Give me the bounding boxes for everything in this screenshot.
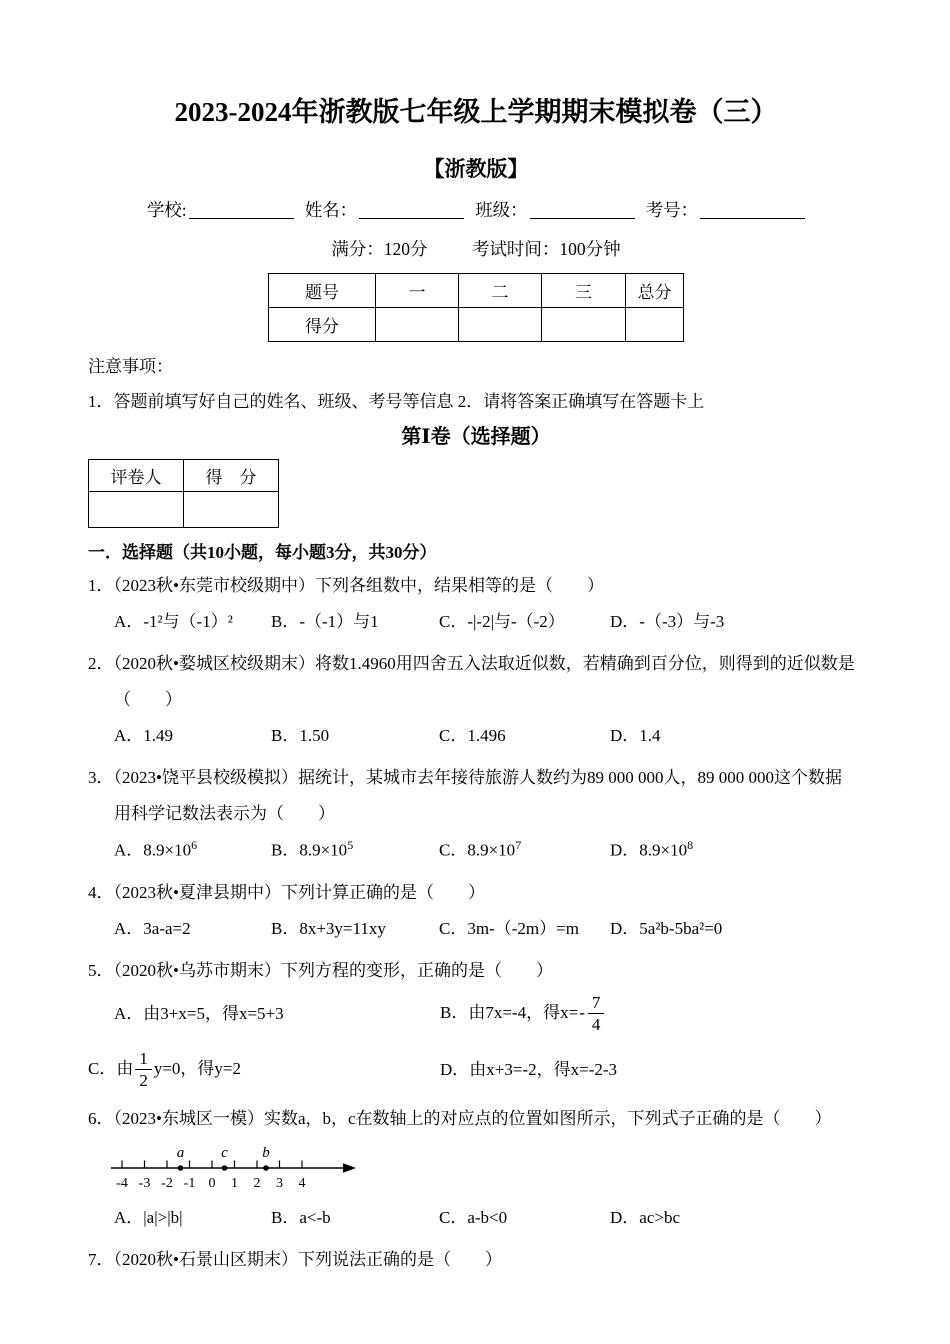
q3-option-c-exponent: 7	[515, 838, 522, 852]
question-3-text-line2: 用科学记数法表示为（ ）	[114, 804, 335, 823]
question-6	[88, 1102, 864, 1235]
score-cell-empty	[376, 308, 459, 342]
question-5-text: 5．（2020秋•乌苏市期末）下列方程的变形，正确的是（ ）	[88, 960, 553, 980]
tick-label: -3	[138, 1175, 151, 1191]
fraction-denominator: 2	[139, 1071, 148, 1091]
fraction-denominator: 4	[591, 1015, 601, 1035]
part1-heading: 一．选择题（共10小题，每小题3分，共30分）	[88, 543, 437, 562]
question-3-options	[114, 833, 864, 868]
tick-label: -4	[116, 1175, 128, 1191]
tick-label: -2	[161, 1175, 173, 1191]
score-label: 得 分	[184, 460, 279, 492]
q4-option-d: D．5a²b-5ba²=0	[610, 918, 723, 938]
score-cell-empty	[542, 308, 626, 342]
name-label: 姓名：	[304, 200, 358, 220]
q5-option-c-suffix: y=0，得y=2	[153, 1058, 242, 1078]
question-7-text: 7．（2020秋•石景山区期末）下列说法正确的是（ ）	[88, 1249, 502, 1269]
question-6-text: 6．（2023•东城区一模）实数a，b，c在数轴上的对应点的位置如图所示，下列式子正确的是（ ）	[88, 1108, 832, 1128]
question-3-text: 3．（2023•饶平县校级模拟）据统计，某城市去年接待旅游人数约为89 000 000人，89 000 000这个数据	[88, 768, 842, 787]
axis-arrowhead	[343, 1163, 356, 1173]
q4-option-c: C．3m-（-2m）=m	[439, 918, 579, 938]
score-table-header-2: 二	[459, 274, 542, 308]
score-table-header-qno: 题号	[269, 274, 376, 308]
score-table-header-3: 三	[542, 274, 626, 308]
q6-option-a: A．|a|>|b|	[114, 1207, 183, 1227]
q6-option-b: B．a<-b	[271, 1207, 331, 1227]
number-line-axis	[111, 1163, 356, 1173]
q6-number-line-figure	[110, 1144, 864, 1199]
q3-option-b-base: B．8.9×10	[271, 840, 348, 860]
score-cell-empty	[459, 308, 542, 342]
q1-option-a: A．-1²与（-1）²	[114, 612, 233, 631]
q1-option-d: D．-（-3）与-3	[610, 612, 725, 631]
score-time-line	[88, 236, 864, 261]
q3-option-c	[439, 833, 610, 868]
q3-option-a-exponent: 6	[191, 838, 198, 852]
grader-score-table	[88, 459, 279, 528]
q1-option-b: B．-（-1）与1	[271, 612, 379, 631]
school-label: 学校:	[146, 200, 187, 220]
q5-option-a: A．由3+x=5，得x=5+3	[114, 1003, 284, 1023]
q3-option-a	[114, 833, 271, 868]
fraction-numerator: 1	[135, 1049, 152, 1071]
score-table-header-total: 总分	[626, 274, 684, 308]
q3-option-b-exponent: 5	[347, 838, 354, 852]
question-5-options-row-ab	[114, 990, 864, 1038]
tick-label: 4	[298, 1175, 306, 1191]
number-line-svg	[110, 1144, 362, 1194]
grader-label: 评卷人	[89, 460, 184, 492]
exam-no-blank	[700, 218, 805, 219]
q4-option-b: B．8x+3y=11xy	[271, 918, 386, 938]
grader-cell-empty	[89, 492, 184, 528]
q6-option-c: C．a-b<0	[439, 1207, 508, 1227]
q3-option-d	[610, 833, 864, 868]
exam-no-label: 考号：	[645, 200, 699, 220]
school-blank	[189, 218, 294, 219]
tick-marks	[122, 1160, 302, 1168]
question-6-options	[114, 1201, 864, 1235]
question-5	[88, 954, 864, 1094]
q5-option-b-fraction	[588, 993, 605, 1035]
question-2-text-line2: （ ）	[114, 690, 182, 709]
question-4-options	[114, 912, 864, 946]
q4-option-a: A．3a-a=2	[114, 918, 191, 938]
point-a-label: a	[176, 1144, 185, 1161]
q5-option-b-minus-sign: -	[579, 1002, 585, 1022]
q3-option-a-base: A．8.9×10	[114, 840, 192, 860]
notes-line: 1．答题前填写好自己的姓名、班级、考号等信息 2．请将答案正确填写在答题卡上	[88, 392, 705, 411]
tick-label: 2	[253, 1175, 261, 1191]
notes-title: 注意事项：	[88, 357, 173, 376]
tick-label: 3	[276, 1175, 283, 1191]
question-7	[88, 1243, 864, 1277]
question-5-options-row-cd	[88, 1046, 864, 1094]
question-2	[88, 647, 864, 753]
question-2-text: 2．（2020秋•婺城区校级期末）将数1.4960用四舍五入法取近似数，若精确到百分位，则得到的近似数是	[88, 654, 855, 673]
point-b-label: b	[262, 1144, 270, 1161]
q5-option-b-prefix: B．由7x=-4，得x=	[440, 1002, 579, 1022]
point-a-dot	[178, 1165, 184, 1171]
q6-option-d: D．ac>bc	[610, 1207, 681, 1227]
q2-option-b: B．1.50	[271, 726, 330, 745]
score-table-header-1: 一	[376, 274, 459, 308]
score-cell-empty	[184, 492, 279, 528]
q2-option-c: C．1.496	[439, 726, 506, 745]
q2-option-a: A．1.49	[114, 726, 174, 745]
q2-option-d: D．1.4	[610, 726, 661, 745]
student-info-line	[88, 197, 864, 222]
point-c-dot	[222, 1165, 228, 1171]
point-c-label: c	[221, 1144, 228, 1161]
full-score-text: 满分：120分	[331, 239, 428, 259]
exam-time-text: 考试时间：100分钟	[471, 239, 621, 259]
name-blank	[359, 218, 464, 219]
edition-label: 【浙教版】	[423, 157, 529, 181]
q5-option-c-prefix: C．由	[88, 1058, 134, 1078]
score-row-label: 得分	[269, 308, 376, 342]
q5-option-b	[440, 990, 864, 1038]
tick-label: 0	[208, 1175, 216, 1191]
question-4-text: 4．（2023秋•夏津县期中）下列计算正确的是（ ）	[88, 882, 485, 902]
question-3	[88, 761, 864, 868]
q5-option-c	[88, 1046, 440, 1094]
q5-option-c-fraction	[135, 1049, 152, 1091]
score-summary-table	[268, 273, 684, 342]
question-4	[88, 876, 864, 946]
question-1	[88, 569, 864, 639]
q3-option-d-base: D．8.9×10	[610, 840, 688, 860]
question-1-text: 1．（2023秋•东莞市校级期中）下列各组数中，结果相等的是（ ）	[88, 576, 604, 595]
fraction-numerator: 7	[588, 993, 605, 1015]
class-label: 班级：	[475, 200, 528, 220]
score-cell-empty	[626, 308, 684, 342]
tick-label: -1	[183, 1175, 196, 1191]
q3-option-c-base: C．8.9×10	[439, 840, 516, 860]
q3-option-b	[271, 833, 439, 868]
question-1-options	[114, 605, 864, 639]
question-2-options	[114, 719, 864, 753]
q3-option-d-exponent: 8	[687, 838, 694, 852]
exam-title: 2023-2024年浙教版七年级上学期期末模拟卷（三）	[174, 97, 778, 127]
q5-option-d: D．由x+3=-2，得x=-2-3	[440, 1059, 618, 1079]
class-blank	[530, 218, 635, 219]
tick-label: 1	[231, 1175, 238, 1191]
section1-title: 第Ⅰ卷（选择题）	[401, 426, 551, 448]
point-b-dot	[263, 1165, 269, 1171]
q1-option-c: C．-|-2|与-（-2）	[439, 612, 565, 631]
